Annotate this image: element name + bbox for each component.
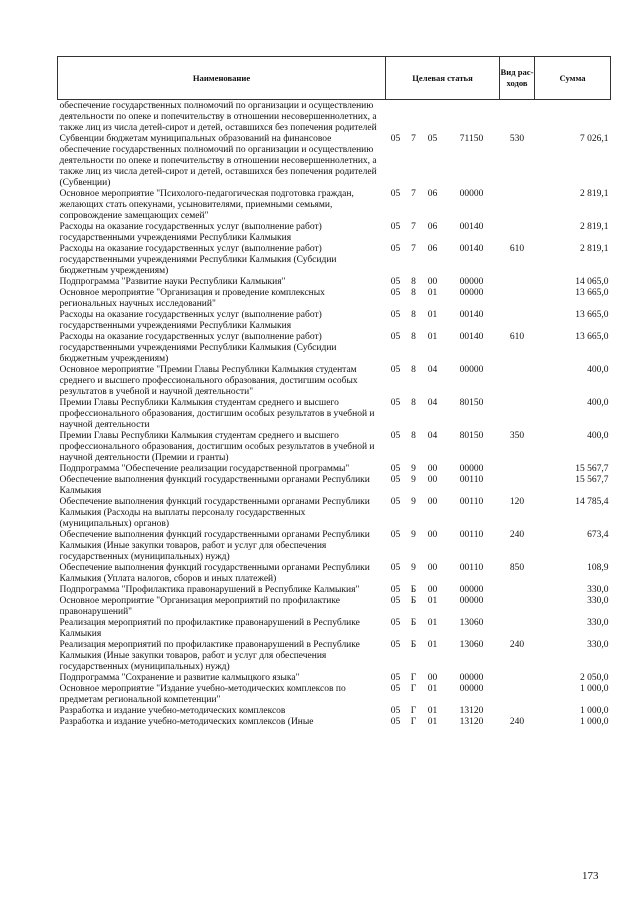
row-sum — [535, 100, 611, 135]
code-event: 00 — [427, 277, 438, 287]
code-subprogram: Б — [410, 618, 417, 628]
code-subprogram: Б — [410, 585, 417, 595]
expense-type: 850 — [509, 563, 525, 573]
code-subprogram: 8 — [411, 398, 416, 408]
code-subprogram: 9 — [411, 563, 416, 573]
expense-type — [500, 673, 535, 684]
table-row — [58, 475, 611, 497]
code-event: 00 — [427, 497, 438, 507]
code-subprogram: 8 — [411, 365, 416, 375]
code-subprogram: 7 — [411, 134, 416, 144]
code-direction: 13060 — [459, 640, 484, 650]
table-row — [58, 277, 611, 288]
code-program: 05 — [390, 189, 401, 199]
code-event: 01 — [427, 706, 438, 716]
code-direction: 13060 — [459, 618, 484, 628]
code-program: 05 — [390, 717, 401, 727]
expense-type — [500, 596, 535, 618]
expense-type — [500, 475, 535, 497]
expense-type — [500, 365, 535, 398]
code-program: 05 — [390, 475, 401, 485]
table-row — [58, 310, 611, 332]
table-row — [58, 530, 611, 563]
row-name: Обеспечение выполнения функций государственными органами Республики Калмыкия (Уплата налогов, сборов и иных платежей) — [59, 563, 370, 584]
table-header-row — [58, 57, 611, 100]
code-program: 05 — [390, 365, 401, 375]
code-direction: 00110 — [459, 497, 484, 507]
header-expense-type: Вид рас-ходов — [500, 57, 535, 100]
code-program: 05 — [390, 398, 401, 408]
table-row — [58, 464, 611, 475]
code-direction: 00140 — [459, 310, 484, 320]
code-direction: 00000 — [459, 464, 484, 474]
code-subprogram: 8 — [411, 277, 416, 287]
table-row — [58, 398, 611, 431]
code-direction: 00140 — [459, 332, 484, 342]
row-name: Расходы на оказание государственных услуг (выполнение работ) государственными учреждениями Республики Калмыкия — [59, 310, 322, 331]
table-row — [58, 365, 611, 398]
table-row — [58, 673, 611, 684]
row-sum: 400,0 — [587, 365, 609, 375]
row-sum: 108,9 — [587, 563, 609, 573]
code-event: 00 — [427, 673, 438, 683]
table-row — [58, 585, 611, 596]
expense-type: 240 — [509, 717, 525, 727]
table-row — [58, 596, 611, 618]
row-name: Подпрограмма "Сохранение и развитие калмыцкого языка" — [59, 673, 300, 683]
expense-type: 610 — [509, 332, 525, 342]
code-subprogram — [406, 100, 422, 135]
code-direction: 00000 — [459, 288, 484, 298]
code-subprogram: Б — [410, 640, 417, 650]
code-program: 05 — [390, 277, 401, 287]
table-row — [58, 134, 611, 189]
header-name: Наименование — [58, 57, 386, 100]
code-subprogram: Г — [410, 684, 417, 694]
page-number: 173 — [582, 870, 599, 882]
code-event: 01 — [427, 684, 438, 694]
code-subprogram: 7 — [411, 222, 416, 232]
code-program: 05 — [390, 222, 401, 232]
code-event: 00 — [427, 530, 438, 540]
header-sum: Сумма — [535, 57, 611, 100]
code-event: 01 — [427, 717, 438, 727]
code-event: 00 — [427, 563, 438, 573]
expense-type — [500, 222, 535, 244]
expense-type — [500, 618, 535, 640]
expense-type — [500, 288, 535, 310]
code-direction: 00140 — [459, 244, 484, 254]
expense-type — [500, 100, 535, 135]
expense-type: 240 — [509, 640, 525, 650]
row-name: Подпрограмма "Профилактика правонарушений в Республике Калмыкия" — [59, 585, 360, 595]
row-name: Основное мероприятие "Организация мероприятий по профилактике правонарушений" — [59, 596, 340, 617]
table-row — [58, 563, 611, 585]
code-event: 00 — [427, 475, 438, 485]
code-event: 04 — [427, 365, 438, 375]
expense-type: 120 — [509, 497, 525, 507]
row-name: Премии Главы Республики Калмыкия студентам среднего и высшего профессионального образования, достигшим особых результатов в учебной и научной деятельности (Премии и гранты) — [59, 431, 375, 463]
table-row — [58, 222, 611, 244]
row-name: Расходы на оказание государственных услуг (выполнение работ) государственными учреждениями Республики Калмыкия — [59, 222, 322, 243]
row-name: Разработка и издание учебно-методических комплексов — [59, 706, 286, 716]
expense-type: 610 — [509, 244, 525, 254]
code-event: 01 — [427, 640, 438, 650]
code-subprogram: 9 — [411, 464, 416, 474]
code-event: 01 — [427, 618, 438, 628]
code-event — [422, 100, 444, 135]
table-body — [58, 100, 611, 729]
code-event: 01 — [427, 310, 438, 320]
expense-type — [500, 706, 535, 717]
code-subprogram: Г — [410, 706, 417, 716]
code-program: 05 — [390, 431, 401, 441]
table-row — [58, 332, 611, 365]
row-sum: 330,0 — [587, 640, 609, 650]
row-sum: 330,0 — [587, 585, 609, 595]
row-name: Основное мероприятие "Премии Главы Республики Калмыкия студентам среднего и высшего профессионального образования, достигшим особых результатов в учебной и научной деятельности" — [59, 365, 358, 397]
row-sum: 673,4 — [587, 530, 609, 540]
code-direction: 00000 — [459, 189, 484, 199]
code-event: 04 — [427, 431, 438, 441]
code-program: 05 — [390, 585, 401, 595]
code-program: 05 — [390, 332, 401, 342]
code-direction: 00110 — [459, 530, 484, 540]
expense-type: 240 — [509, 530, 525, 540]
row-name: Премии Главы Республики Калмыкия студентам среднего и высшего профессионального образования, достигшим особых результатов в учебной и научной деятельности — [59, 398, 375, 430]
row-sum: 13 665,0 — [575, 310, 609, 320]
table-row — [58, 684, 611, 706]
code-subprogram: 9 — [411, 475, 416, 485]
code-event: 00 — [427, 464, 438, 474]
code-direction: 00000 — [459, 596, 484, 606]
code-subprogram: 9 — [411, 497, 416, 507]
code-program: 05 — [390, 673, 401, 683]
code-event: 04 — [427, 398, 438, 408]
row-name: Реализация мероприятий по профилактике правонарушений в Республике Калмыкия — [59, 618, 360, 639]
row-sum: 14 065,0 — [575, 277, 609, 287]
code-event: 01 — [427, 332, 438, 342]
row-sum: 13 665,0 — [575, 288, 609, 298]
table-row — [58, 717, 611, 728]
code-subprogram: 8 — [411, 332, 416, 342]
code-program: 05 — [390, 596, 401, 606]
row-sum: 2 050,0 — [580, 673, 609, 683]
code-subprogram: 7 — [411, 189, 416, 199]
code-direction: 80150 — [459, 398, 484, 408]
code-direction: 00000 — [459, 684, 484, 694]
code-program: 05 — [390, 134, 401, 144]
header-target-article: Целевая статья — [386, 57, 500, 100]
row-name: Основное мероприятие "Издание учебно-методических комплексов по предметам региональной компетенции" — [59, 684, 346, 705]
code-direction: 00000 — [459, 277, 484, 287]
code-subprogram: 7 — [411, 244, 416, 254]
row-sum: 7 026,1 — [580, 134, 609, 144]
code-subprogram: Г — [410, 673, 417, 683]
code-direction: 00110 — [459, 563, 484, 573]
code-program: 05 — [390, 310, 401, 320]
code-event: 01 — [427, 288, 438, 298]
row-name: Подпрограмма "Развитие науки Республики Калмыкия" — [59, 277, 286, 287]
code-event: 05 — [427, 134, 438, 144]
expense-type — [500, 585, 535, 596]
code-direction: 13120 — [459, 717, 484, 727]
budget-table — [57, 56, 611, 728]
table-row — [58, 189, 611, 222]
code-direction — [444, 100, 500, 135]
code-subprogram: Б — [410, 596, 417, 606]
code-subprogram: Г — [410, 717, 417, 727]
code-direction: 71150 — [459, 134, 484, 144]
table-row — [58, 288, 611, 310]
row-name: Реализация мероприятий по профилактике правонарушений в Республике Калмыкия (Иные закупки товаров, работ и услуг для обеспечения государственных (муниципальных) нужд) — [59, 640, 360, 672]
budget-table-container — [57, 56, 610, 728]
row-name: Расходы на оказание государственных услуг (выполнение работ) государственными учреждениями Республики Калмыкия (Субсидии бюджетным учреждениям) — [59, 332, 337, 364]
code-program — [386, 100, 406, 135]
row-sum: 2 819,1 — [580, 222, 609, 232]
expense-type — [500, 464, 535, 475]
code-program: 05 — [390, 288, 401, 298]
row-name: обеспечение государственных полномочий по организации и осуществлению деятельности по опеке и попечительству в отношении несовершеннолетних, а также лиц из числа детей-сирот и детей, оставшихся без попечения родителей — [59, 101, 377, 133]
code-direction: 00000 — [459, 585, 484, 595]
code-event: 06 — [427, 244, 438, 254]
row-sum: 1 000,0 — [580, 706, 609, 716]
table-row — [58, 100, 611, 135]
table-row — [58, 244, 611, 277]
code-program: 05 — [390, 464, 401, 474]
code-direction: 13120 — [459, 706, 484, 716]
table-row — [58, 497, 611, 530]
row-sum: 400,0 — [587, 431, 609, 441]
code-event: 00 — [427, 585, 438, 595]
code-program: 05 — [390, 563, 401, 573]
row-name: Подпрограмма "Обеспечение реализации государственной программы" — [59, 464, 350, 474]
code-program: 05 — [390, 640, 401, 650]
code-direction: 00000 — [459, 673, 484, 683]
row-sum: 400,0 — [587, 398, 609, 408]
code-subprogram: 8 — [411, 310, 416, 320]
row-name: Обеспечение выполнения функций государственными органами Республики Калмыкия (Расходы на выплаты персоналу государственных (муниципальных) органов) — [59, 497, 370, 529]
code-program: 05 — [390, 618, 401, 628]
row-sum: 330,0 — [587, 618, 609, 628]
code-program: 05 — [390, 684, 401, 694]
code-event: 01 — [427, 596, 438, 606]
row-sum: 2 819,1 — [580, 189, 609, 199]
expense-type — [500, 398, 535, 431]
row-sum: 1 000,0 — [580, 717, 609, 727]
code-direction: 00140 — [459, 222, 484, 232]
row-name: Субвенции бюджетам муниципальных образований на финансовое обеспечение государственных полномочий по организации и осуществлению деятельности по опеке и попечительству в отношении несовершеннолетних, а также лиц из числа детей-сирот и детей, оставшихся без попечения родителей (Субвенции) — [59, 134, 377, 188]
code-program: 05 — [390, 497, 401, 507]
code-event: 06 — [427, 189, 438, 199]
table-row — [58, 431, 611, 464]
row-name: Обеспечение выполнения функций государственными органами Республики Калмыкия (Иные закупки товаров, работ и услуг для обеспечения государственных (муниципальных) нужд) — [59, 530, 370, 562]
code-direction: 80150 — [459, 431, 484, 441]
row-sum: 14 785,4 — [575, 497, 609, 507]
code-subprogram: 8 — [411, 288, 416, 298]
code-direction: 00110 — [459, 475, 484, 485]
expense-type — [500, 189, 535, 222]
row-name: Основное мероприятие "Психолого-педагогическая подготовка граждан, желающих стать опекунами, усыновителями, приемными семьями, сопровождение замещающих семей" — [59, 189, 354, 221]
code-subprogram: 8 — [411, 431, 416, 441]
expense-type: 350 — [509, 431, 525, 441]
code-subprogram: 9 — [411, 530, 416, 540]
code-event: 06 — [427, 222, 438, 232]
table-row — [58, 640, 611, 673]
row-name: Основное мероприятие "Организация и проведение комплексных региональных научных исследований" — [59, 288, 325, 309]
row-sum: 2 819,1 — [580, 244, 609, 254]
row-sum: 1 000,0 — [580, 684, 609, 694]
expense-type — [500, 310, 535, 332]
row-name: Разработка и издание учебно-методических комплексов (Иные — [59, 717, 314, 727]
row-name: Расходы на оказание государственных услуг (выполнение работ) государственными учреждениями Республики Калмыкия (Субсидии бюджетным учреждениям) — [59, 244, 337, 276]
code-program: 05 — [390, 244, 401, 254]
row-sum: 330,0 — [587, 596, 609, 606]
row-sum: 13 665,0 — [575, 332, 609, 342]
expense-type: 530 — [509, 134, 525, 144]
code-direction: 00000 — [459, 365, 484, 375]
table-row — [58, 706, 611, 717]
code-program: 05 — [390, 530, 401, 540]
expense-type — [500, 277, 535, 288]
expense-type — [500, 684, 535, 706]
row-sum: 15 567,7 — [575, 475, 609, 485]
row-name: Обеспечение выполнения функций государственными органами Республики Калмыкия — [59, 475, 370, 496]
code-program: 05 — [390, 706, 401, 716]
row-sum: 15 567,7 — [575, 464, 609, 474]
table-row — [58, 618, 611, 640]
